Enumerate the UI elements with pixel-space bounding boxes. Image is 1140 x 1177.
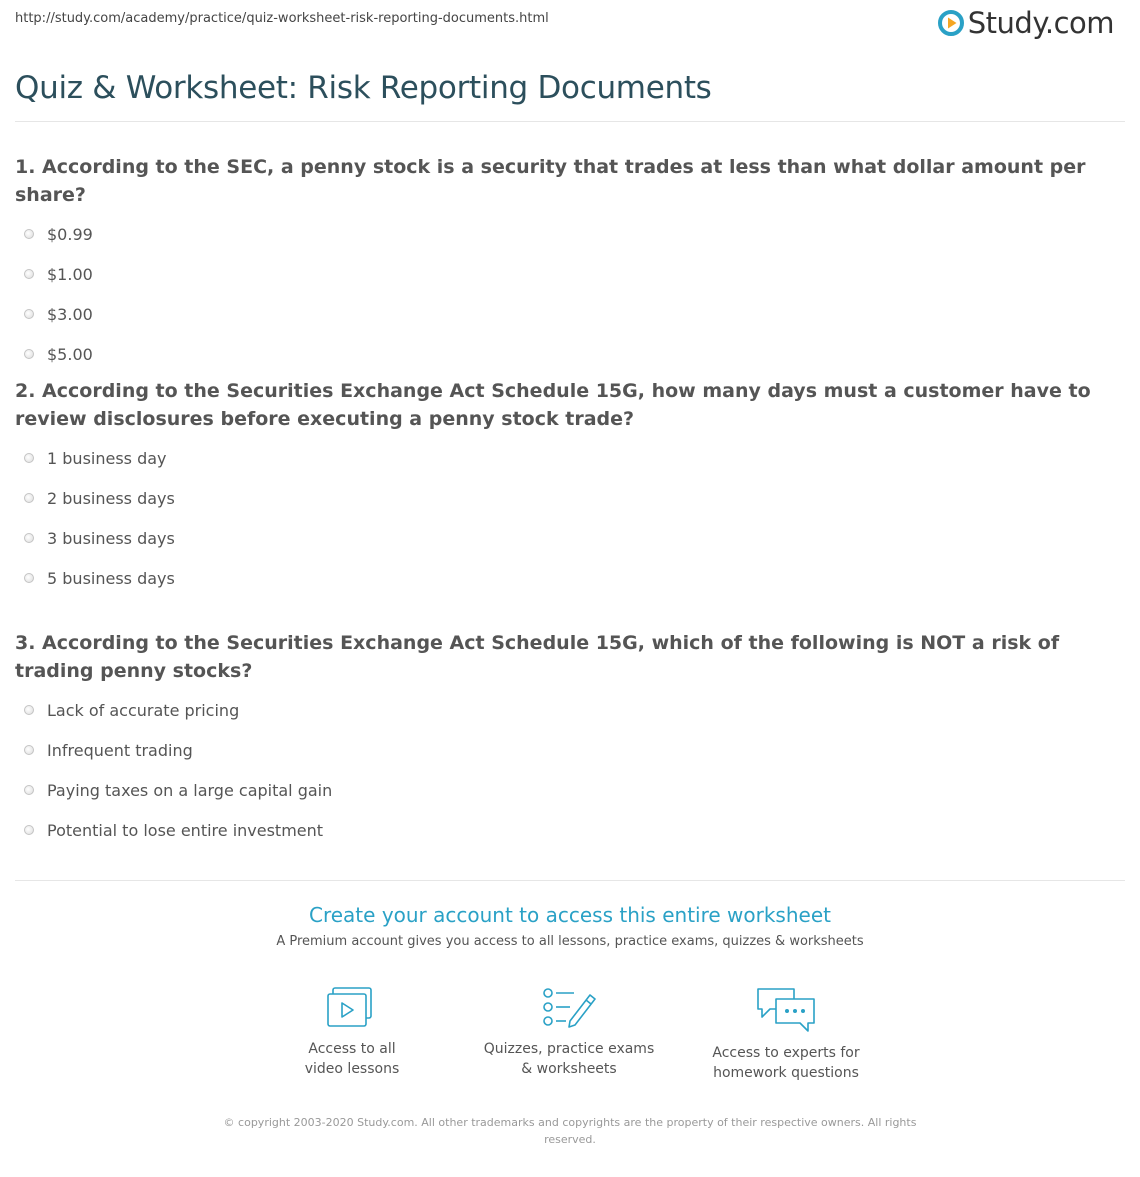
- question-text: 3. According to the Securities Exchange Act Schedule 15G, which of the following is NOT a risk of trading penny stocks?: [15, 632, 1060, 682]
- title-divider: [15, 121, 1125, 122]
- feature-video-lessons: [252, 985, 452, 1079]
- question-text: 2. According to the Securities Exchange Act Schedule 15G, how many days must a customer have to review disclosures before executing a penny stock trade?: [15, 380, 1091, 430]
- option-label: Potential to lose entire investment: [47, 820, 324, 840]
- radio-button[interactable]: [24, 785, 34, 795]
- answer-option[interactable]: [15, 810, 1115, 850]
- answer-options: [15, 214, 1115, 374]
- radio-button[interactable]: [24, 269, 34, 279]
- radio-button[interactable]: [24, 533, 34, 543]
- radio-button[interactable]: [24, 493, 34, 503]
- feature-label-line1: Access to experts for: [712, 1045, 860, 1061]
- copyright-notice: © copyright 2003-2020 Study.com. All other trademarks and copyrights are the property of their respective owners. All rights reserved.: [223, 1116, 917, 1146]
- option-label: $1.00: [47, 264, 93, 284]
- answer-option[interactable]: [15, 770, 1115, 810]
- radio-button[interactable]: [24, 825, 34, 835]
- answer-option[interactable]: [15, 254, 1115, 294]
- feature-label-line2: video lessons: [304, 1061, 400, 1077]
- option-label: Paying taxes on a large capital gain: [47, 780, 333, 800]
- feature-label-line2: homework questions: [713, 1065, 859, 1081]
- logo-play-icon: [938, 10, 964, 36]
- option-label: $5.00: [47, 344, 93, 364]
- question-text: 1. According to the SEC, a penny stock is a security that trades at less than what dollar amount per share?: [15, 156, 1086, 206]
- radio-button[interactable]: [24, 229, 34, 239]
- radio-button[interactable]: [24, 349, 34, 359]
- answer-options: [15, 690, 1115, 850]
- feature-label-line1: Access to all: [308, 1041, 396, 1057]
- feature-experts: [686, 985, 886, 1083]
- option-label: $0.99: [47, 224, 93, 244]
- option-label: $3.00: [47, 304, 93, 324]
- option-label: 1 business day: [47, 448, 167, 468]
- option-label: 2 business days: [47, 488, 175, 508]
- option-label: 5 business days: [47, 568, 175, 588]
- answer-option[interactable]: [15, 730, 1115, 770]
- answer-option[interactable]: [15, 438, 1115, 478]
- radio-button[interactable]: [24, 705, 34, 715]
- answer-option[interactable]: [15, 558, 1115, 598]
- page-url: http://study.com/academy/practice/quiz-worksheet-risk-reporting-documents.html: [15, 11, 549, 26]
- feature-label-line1: Quizzes, practice exams: [483, 1041, 655, 1057]
- cta-divider: [15, 880, 1125, 881]
- page-title: Quiz & Worksheet: Risk Reporting Documents: [15, 70, 712, 106]
- option-label: Infrequent trading: [47, 740, 193, 760]
- radio-button[interactable]: [24, 309, 34, 319]
- logo-text: Study.com: [967, 6, 1114, 40]
- radio-button[interactable]: [24, 453, 34, 463]
- video-lesson-icon: [324, 985, 380, 1031]
- question-2: [15, 377, 1115, 598]
- answer-option[interactable]: [15, 214, 1115, 254]
- feature-label-line2: & worksheets: [521, 1061, 617, 1077]
- study-logo[interactable]: [938, 6, 1114, 40]
- answer-option[interactable]: [15, 690, 1115, 730]
- answer-option[interactable]: [15, 334, 1115, 374]
- option-label: 3 business days: [47, 528, 175, 548]
- radio-button[interactable]: [24, 573, 34, 583]
- answer-option[interactable]: [15, 478, 1115, 518]
- quiz-checklist-icon: [540, 985, 598, 1031]
- answer-option[interactable]: [15, 518, 1115, 558]
- chat-experts-icon: [754, 985, 818, 1035]
- answer-option[interactable]: [15, 294, 1115, 334]
- answer-options: [15, 438, 1115, 598]
- question-3: [15, 629, 1115, 850]
- question-1: [15, 153, 1115, 374]
- create-account-link[interactable]: Create your account to access this entire worksheet: [309, 903, 831, 927]
- cta-subtitle: A Premium account gives you access to all lessons, practice exams, quizzes & worksheets: [276, 934, 864, 949]
- feature-quizzes: [469, 985, 669, 1079]
- option-label: Lack of accurate pricing: [47, 700, 240, 720]
- radio-button[interactable]: [24, 745, 34, 755]
